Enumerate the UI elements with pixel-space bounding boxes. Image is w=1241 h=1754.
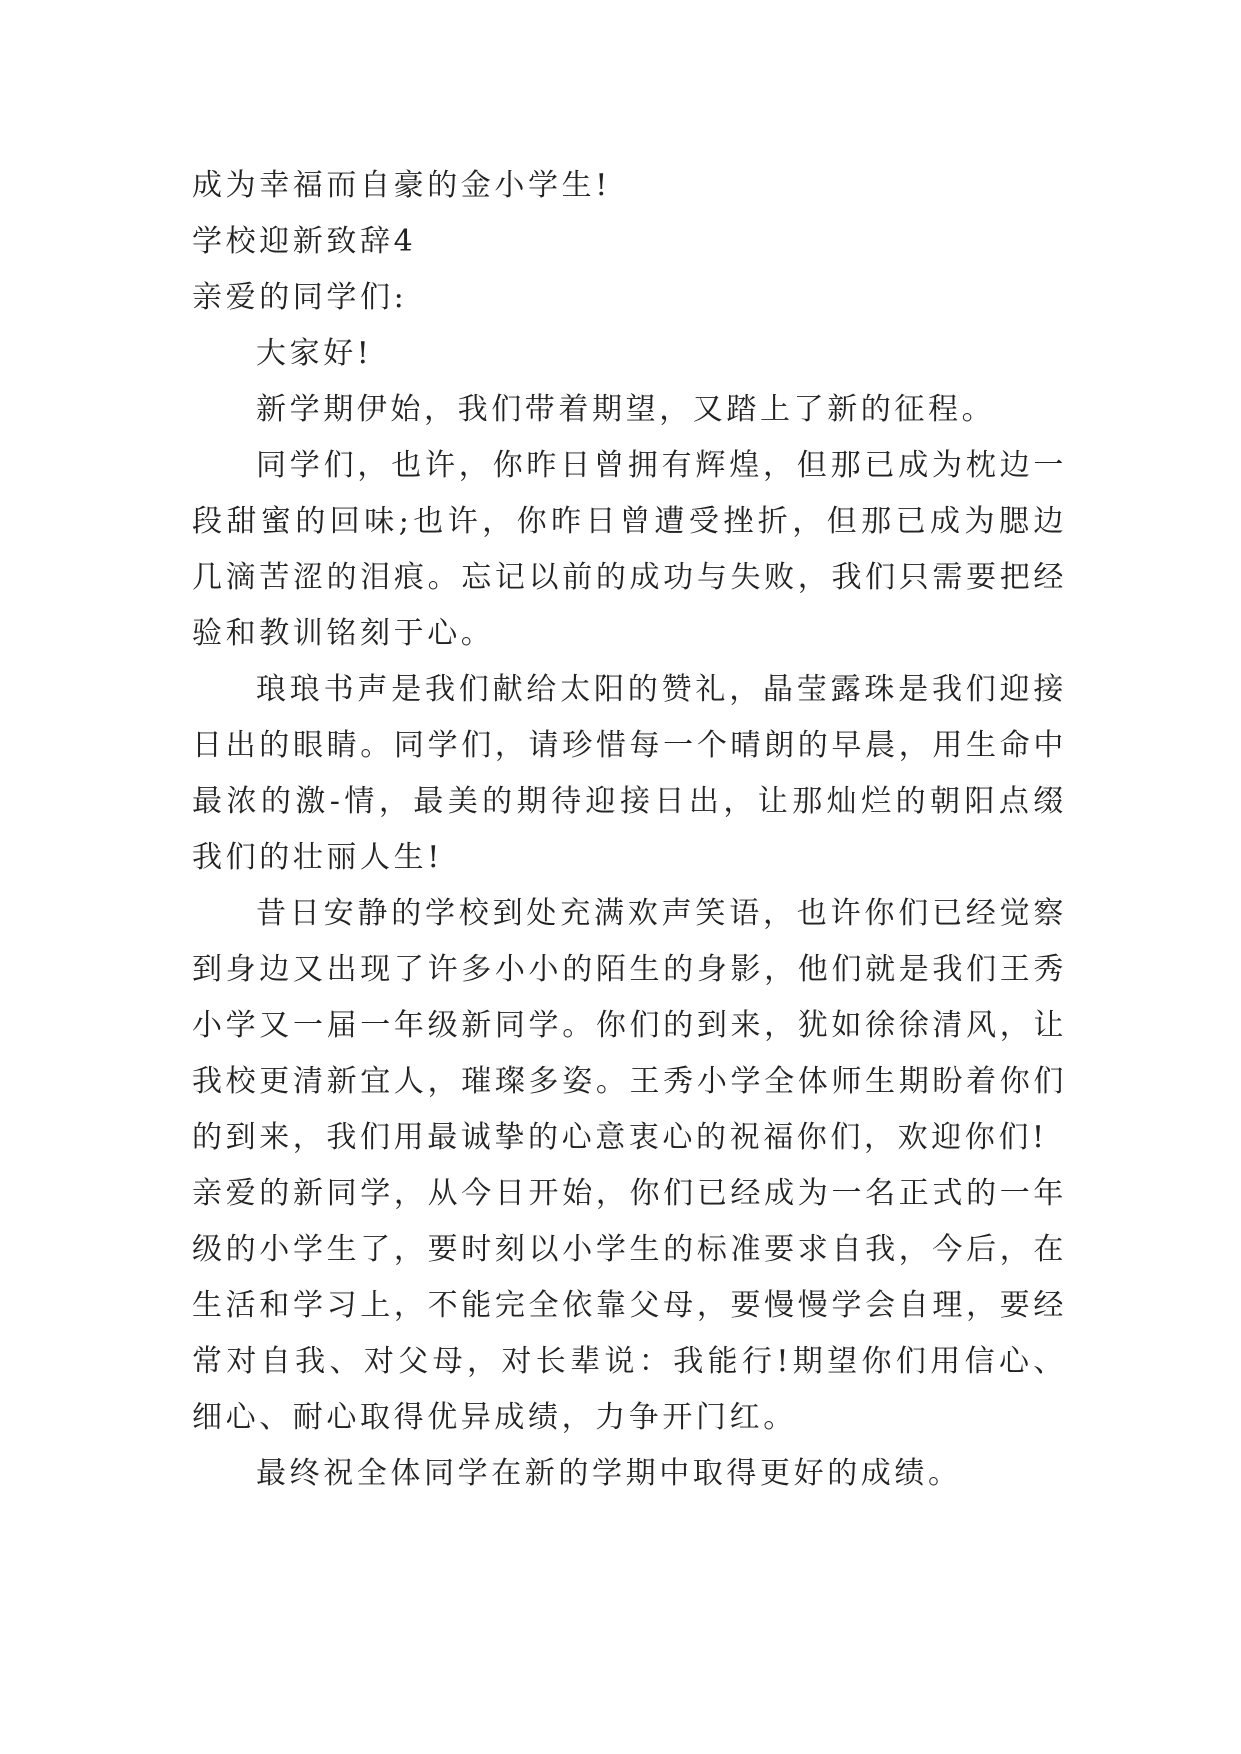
paragraph-advice-to-first-graders: 亲爱的新同学，从今日开始，你们已经成为一名正式的一年级的小学生了，要时刻以小学生的标准要求自我，今后，在生活和学习上，不能完全依靠父母，要慢慢学会自理，要经常对自我、对父母，对长辈说：我能行!期望你们用信心、细心、耐心取得优异成绩，力争开门红。 xyxy=(192,1176,1067,1435)
paragraph-closing-wishes: 最终祝全体同学在新的学期中取得更好的成绩。 xyxy=(256,1456,962,1491)
salutation: 亲爱的同学们: xyxy=(192,280,408,315)
paragraph-past-experiences: 同学们，也许，你昨日曾拥有辉煌，但那已成为枕边一段甜蜜的回味;也许，你昨日曾遭受挫折，但那已成为腮边几滴苦涩的泪痕。忘记以前的成功与失败，我们只需要把经验和教训铭刻于心。 xyxy=(192,448,1067,651)
speech-title: 学校迎新致辞4 xyxy=(192,224,417,259)
greeting: 大家好! xyxy=(256,336,373,371)
paragraph-opening: 新学期伊始，我们带着期望，又踏上了新的征程。 xyxy=(256,392,996,427)
paragraph-morning-reading: 琅琅书声是我们献给太阳的赞礼，晶莹露珠是我们迎接日出的眼睛。同学们，请珍惜每一个晴朗的早晨，用生命中最浓的激-情，最美的期待迎接日出，让那灿烂的朝阳点缀我们的壮丽人生! xyxy=(192,672,1067,875)
closing-line-previous-speech: 成为幸福而自豪的金小学生! xyxy=(192,168,611,203)
document-body xyxy=(192,158,1067,1502)
paragraph-welcome-new-students: 昔日安静的学校到处充满欢声笑语，也许你们已经觉察到身边又出现了许多小小的陌生的身影，他们就是我们王秀小学又一届一年级新同学。你们的到来，犹如徐徐清风，让我校更清新宜人，璀璨多姿。王秀小学全体师生期盼着你们的到来，我们用最诚挚的心意衷心的祝福你们，欢迎你们! xyxy=(192,896,1067,1155)
